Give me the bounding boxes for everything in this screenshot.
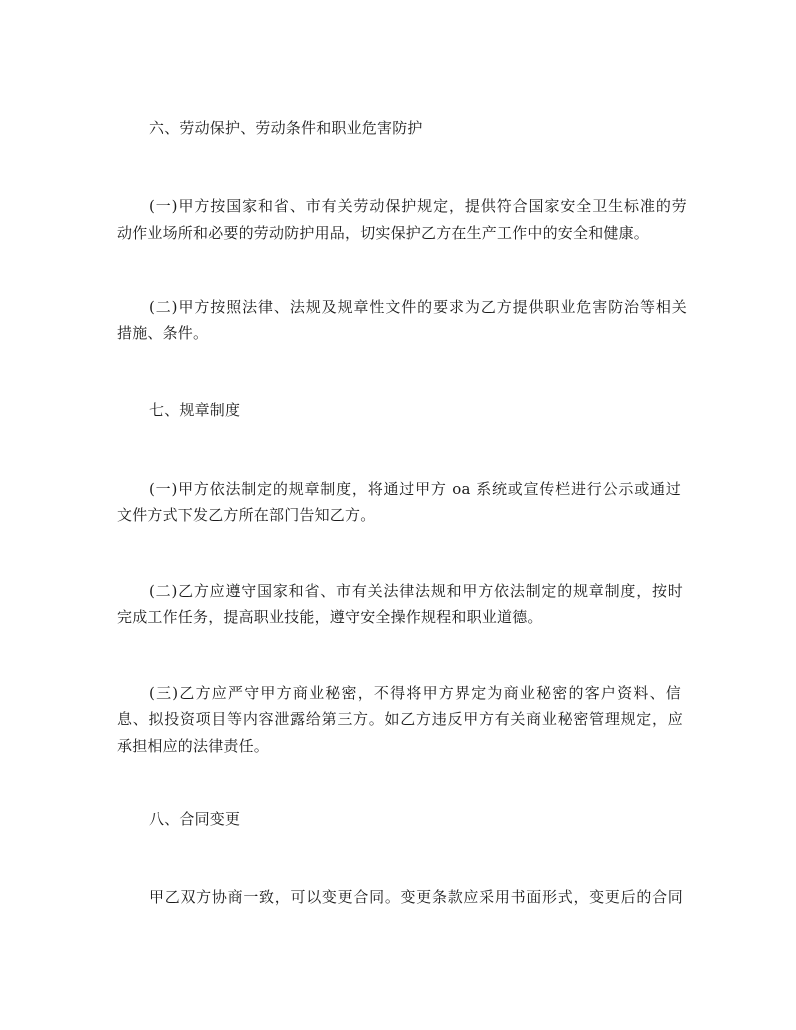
section-6-clause-2-line-1: (二)甲方按照法律、法规及规章性文件的要求为乙方提供职业危害防治等相关 [149,298,687,316]
section-7-clause-1-line-1: (一)甲方依法制定的规章制度，将通过甲方 oa 系统或宣传栏进行公示或通过 [149,480,681,498]
section-6-heading: 六、劳动保护、劳动条件和职业危害防护 [149,119,423,137]
section-6-clause-1-line-2: 动作业场所和必要的劳动防护用品，切实保护乙方在生产工作中的安全和健康。 [117,224,650,242]
section-7-heading: 七、规章制度 [149,401,241,419]
section-7-clause-3-line-1: (三)乙方应严守甲方商业秘密，不得将甲方界定为商业秘密的客户资料、信 [149,684,681,702]
section-6-clause-2-line-2: 措施、条件。 [117,324,209,342]
section-7-clause-2-line-2: 完成工作任务，提高职业技能，遵守安全操作规程和职业道德。 [117,608,543,626]
section-8-heading: 八、合同变更 [149,810,241,828]
section-6-clause-1-line-1: (一)甲方按国家和省、市有关劳动保护规定，提供符合国家安全卫生标准的劳 [149,197,687,215]
section-7-clause-3-line-3: 承担相应的法律责任。 [117,737,270,755]
section-7-clause-1-line-2: 文件方式下发乙方所在部门告知乙方。 [117,506,376,524]
section-7-clause-2-line-1: (二)乙方应遵守国家和省、市有关法律法规和甲方依法制定的规章制度，按时 [149,582,683,600]
section-7-clause-3-line-2: 息、拟投资项目等内容泄露给第三方。如乙方违反甲方有关商业秘密管理规定，应 [117,710,683,728]
section-8-paragraph-line-1: 甲乙双方协商一致，可以变更合同。变更条款应采用书面形式，变更后的合同 [149,888,683,906]
